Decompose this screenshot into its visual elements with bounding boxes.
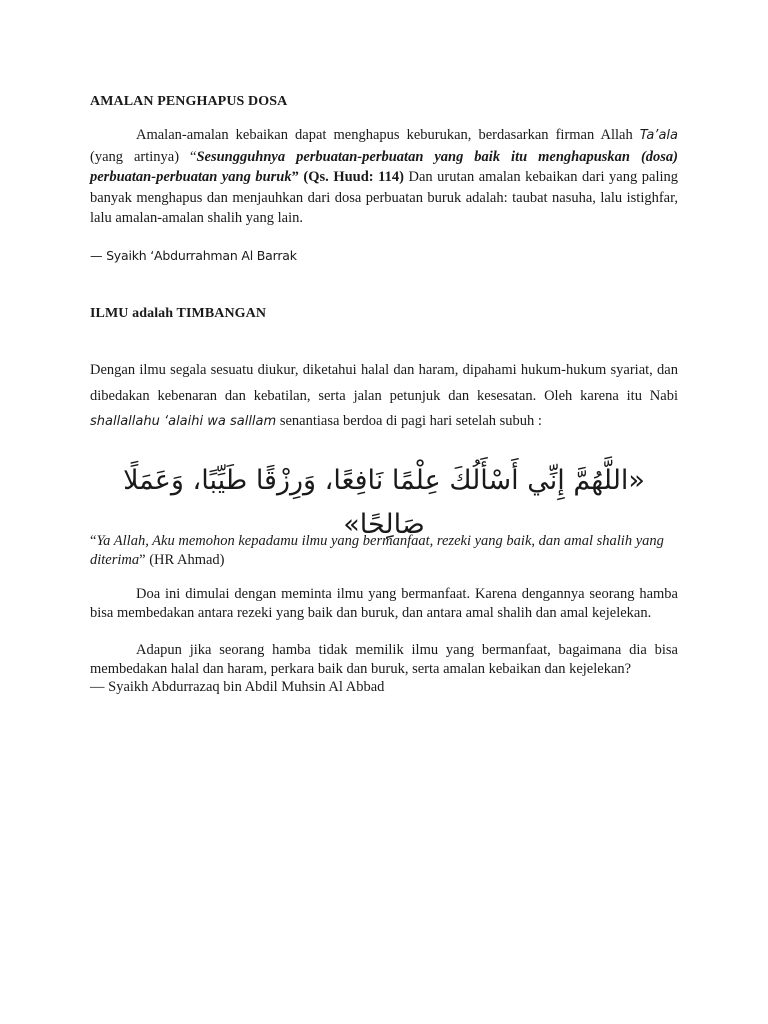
paragraph-text: Dan urutan amalan kebaikan dari yang paling banyak menghapus dan menjauhkan dari dosa perbuatan buruk adalah: taubat nasuha, lalu istighfar, lalu amalan-amalan shalih yang lain. — [90, 169, 679, 226]
verse-reference: ” (Qs. Huud: 114) — [291, 169, 404, 185]
translation-text: Ya Allah, Aku memohon kepadamu ilmu yang bermanfaat, rezeki yang baik, dan amal shalih yang diterima — [90, 533, 664, 568]
quote-mark: “ — [90, 533, 97, 549]
section-heading-amalan: AMALAN PENGHAPUS DOSA — [90, 94, 288, 109]
hadith-reference: ” (HR Ahmad) — [139, 552, 225, 568]
arabic-prayer: «اللَّهُمَّ إِنِّي أَسْأَلُكَ عِلْمًا نَافِعًا، وَرِزْقًا طَيِّبًا، وَعَمَلًا صَالِحًا» — [123, 465, 645, 540]
salam-text: shallallahu ‘alaihi wa salllam — [90, 414, 277, 429]
signature-abbad: — Syaikh Abdurrazaq bin Abdil Muhsin Al Abbad — [90, 679, 385, 695]
paragraph-text: senantiasa berdoa di pagi hari setelah subuh : — [279, 413, 542, 429]
section-heading-ilmu: ILMU adalah TIMBANGAN — [90, 306, 267, 321]
paragraph-text: Amalan-amalan kebaikan dapat menghapus keburukan, berdasarkan firman Allah — [136, 127, 633, 143]
paragraph-text: (yang artinya) “ — [90, 148, 197, 165]
paragraph-amalan — [90, 125, 678, 229]
paragraph-text: Dengan ilmu segala sesuatu diukur, diketahui halal dan haram, dipahami hukum-hukum syariat, dan dibedakan kebenaran dan kebatilan, serta jalan petunjuk dan kesesatan. Oleh karena itu Nabi — [90, 362, 678, 404]
taala-text: Ta’ala — [639, 128, 678, 143]
paragraph-adapun: Adapun jika seorang hamba tidak memilik ilmu yang bermanfaat, bagaimana dia bisa membedakan halal dan haram, perkara baik dan buruk, serta amalan kebaikan dan kejelekan? — [90, 642, 678, 677]
quran-verse: Sesungguhnya perbuatan-perbuatan yang baik itu menghapuskan (dosa) perbuatan-perbuatan yang buruk — [90, 148, 678, 185]
paragraph-ilmu — [90, 358, 678, 435]
signature-barrak: — Syaikh ‘Abdurrahman Al Barrak — [90, 248, 297, 263]
paragraph-doa: Doa ini dimulai dengan meminta ilmu yang bermanfaat. Karena dengannya seorang hamba bisa membedakan antara rezeki yang baik dan buruk, dan antara amal shalih dan amal kejelekan. — [90, 586, 678, 621]
prayer-translation — [90, 532, 678, 570]
